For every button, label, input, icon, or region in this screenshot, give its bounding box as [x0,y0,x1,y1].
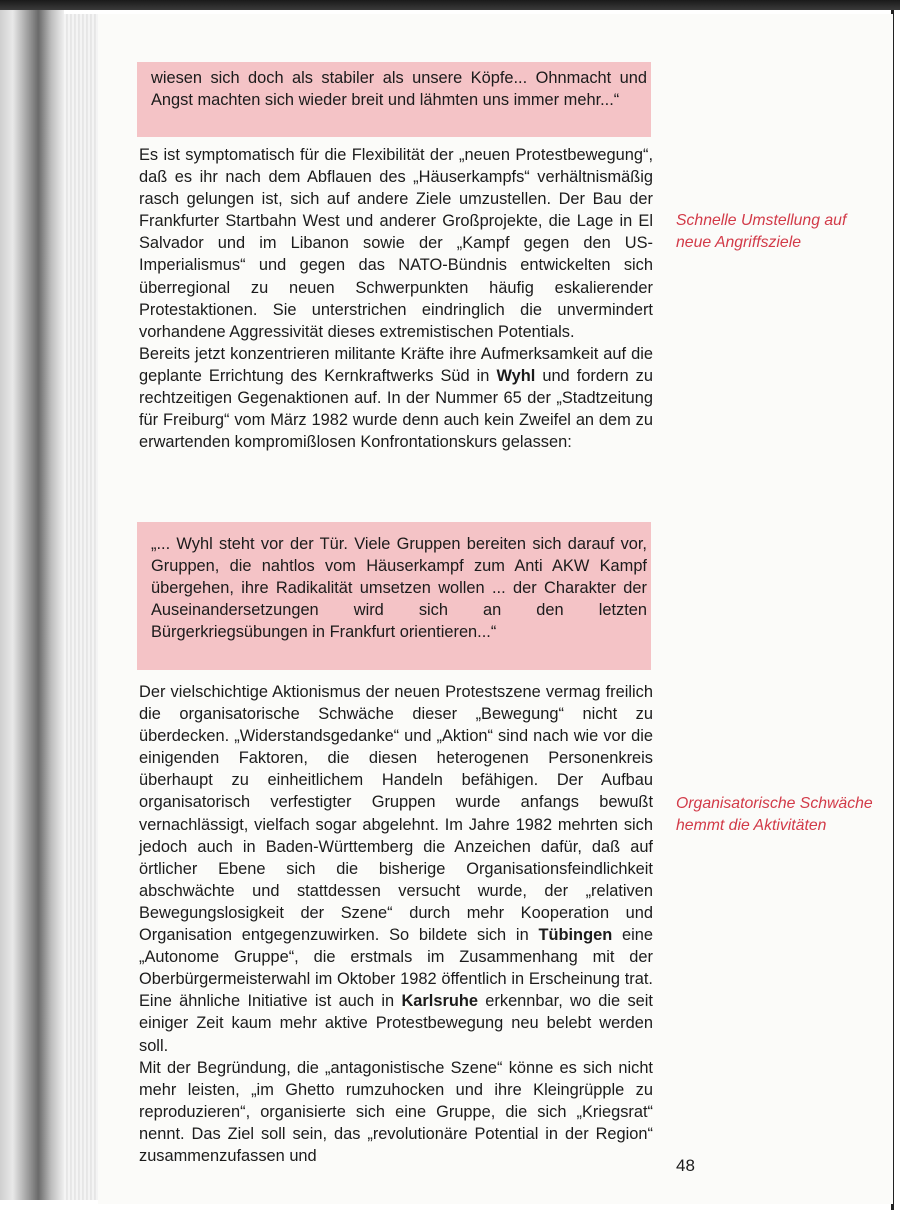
quote-block-wyhl [137,522,651,670]
paragraph-wyhl-after: und fordern zu rechtzeitigen Gegenaktionen auf. In der Nummer 65 der „Stadtzeitung für Freiburg“ vom März 1982 wurde denn auch kein Zweifel an dem zu erwartenden kompromißlosen Konfrontationskurs gelassen: [139,366,653,452]
margin-note-organisation: Organisatorische Schwäche hemmt die Aktivitäten [676,795,873,834]
keyword-wyhl: Wyhl [496,366,536,385]
page-number: 48 [676,1156,695,1175]
keyword-tuebingen: Tübingen [538,926,613,945]
body-text-block-2 [139,681,653,1167]
paragraph-flexibility: Es ist symptomatisch für die Flexibilität der „neuen Protestbewegung“, daß es ihr nach dem Abflauen des „Häuserkampfs“ verhältnismäßig rasch gelungen ist, sich auf andere Ziele umzustellen. Der Bau der Frankfurter Startbahn West und anderer Großprojekte, die Lage in El Salvador und im Libanon sowie der „Kampf gegen den US-Imperialismus“ und gegen das NATO-Bündnis entwickelten sich überregional zu neuen Schwerpunkten häufig eskalierender Protestaktionen. Sie unterstrichen eindringlich die unvermindert vorhandene Aggressivität dieses extremistischen Potentials. [139,146,653,341]
paragraph-kriegsrat: Mit der Begründung, die „antagonistische Szene“ könne es sich nicht mehr leisten, „im Ghetto rumzuhocken und ihre Kleingrüpple zu reproduzieren“, organisierte sich eine Gruppe, die sich „Kriegsrat“ nennt. Das Ziel soll sein, das „revolutionäre Potential in der Region“ zusammenzufassen und [139,1058,653,1165]
paragraph-wyhl-before: Bereits jetzt konzentrieren militante Kräfte ihre Aufmerksamkeit auf die geplante Errichtung des Kernkraftwerks Süd in [139,344,653,385]
paragraph-organisation-part1: Der vielschichtige Aktionismus der neuen Protestszene vermag freilich die organisatorische Schwäche dieser „Bewegung“ nicht zu überdecken. „Widerstandsgedanke“ und „Aktion“ sind nach wie vor die einigenden Faktoren, die diesen heterogenen Personenkreis überhaupt zu einheitlichem Handeln befähigen. Der Aufbau organisatorisch verfestigter Gruppen wurde anfangs bewußt vernachlässigt, vielfach sogar abgelehnt. Im Jahre 1982 mehrten sich jedoch auch in Baden-Württemberg die Anzeichen dafür, daß auf örtlicher Ebene sich die bisherige Organisationsfeindlichkeit abschwächte und stattdessen versucht wurde, der „relativen Bewegungslosigkeit der Szene“ durch mehr Kooperation und Organisation entgegenzuwirken. So bildete sich in [139,683,653,945]
quote-top-text: wiesen sich doch als stabiler als unsere Köpfe... Ohnmacht und Angst machten sich wieder breit und lähmten uns immer mehr...“ [151,69,647,110]
quote-block-top [137,62,651,137]
keyword-karlsruhe: Karlsruhe [401,992,478,1011]
body-text-block-1 [139,144,653,453]
margin-note-umstellung: Schnelle Umstellung auf neue Angriffsziele [676,212,847,251]
paragraph-organisation [139,681,653,1057]
paragraph-organisation-part2: eine „Autonome Gruppe“, die erstmals im Zusammenhang mit der Oberbürgermeisterwahl im Oktober 1982 öffentlich in Erscheinung trat. Eine ähnliche Initiative ist auch in [139,926,653,1011]
page-edges [64,14,98,1200]
book-spine-shadow [0,10,64,1200]
quote-wyhl-text: „... Wyhl steht vor der Tür. Viele Gruppen bereiten sich darauf vor, Gruppen, die nahtlos vom Häuserkampf zum Anti AKW Kampf übergehen, ihre Radikalität umsetzen wollen ... der Charakter der Auseinandersetzungen wird sich an den letzten Bürgerkriegsübungen in Frankfurt orientieren...“ [151,535,647,642]
scan-top-border [0,0,900,10]
paragraph-wyhl [139,343,653,453]
paragraph-organisation-part3: erkennbar, wo die seit einiger Zeit kaum mehr aktive Protestbewegung neu belebt werden soll. [139,992,653,1055]
